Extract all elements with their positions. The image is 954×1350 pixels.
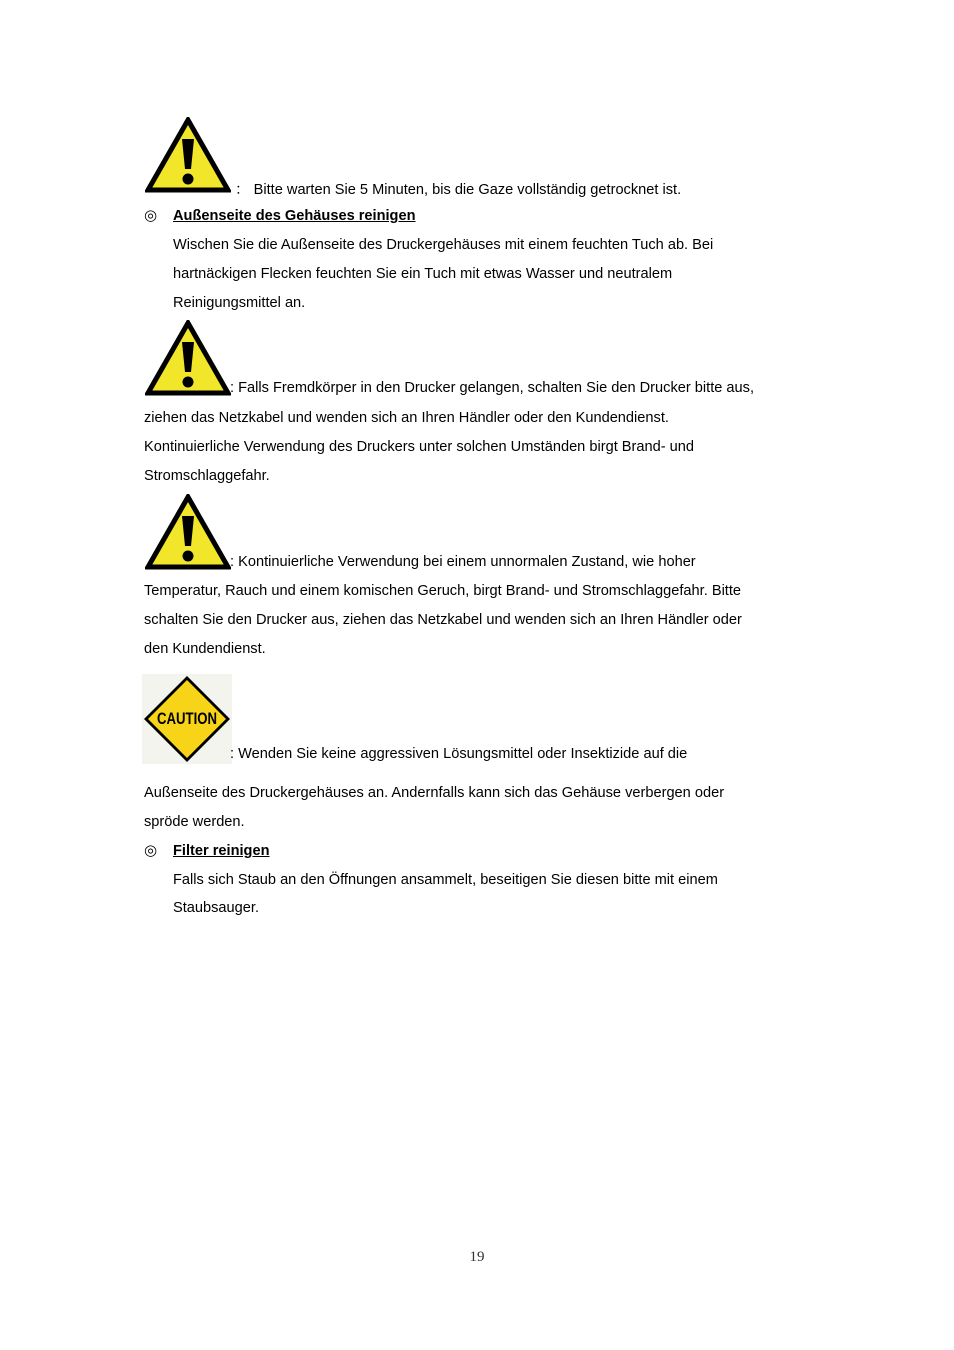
paragraph-line: Stromschlaggefahr. bbox=[144, 468, 270, 484]
warning-triangle-icon bbox=[145, 117, 231, 193]
paragraph-line: Wischen Sie die Außenseite des Druckergehäuses mit einem feuchten Tuch ab. Bei bbox=[173, 237, 714, 253]
caution-diamond-icon bbox=[142, 674, 232, 764]
paragraph-line: den Kundendienst. bbox=[144, 641, 266, 657]
section-bullet: ◎ bbox=[144, 207, 158, 224]
warning-foreign-objects-text: : Falls Fremdkörper in den Drucker gelangen, schalten Sie den Drucker bitte aus, bbox=[230, 380, 755, 396]
paragraph-line: ziehen das Netzkabel und wenden sich an Ihren Händler oder den Kundendienst. bbox=[144, 410, 669, 426]
paragraph-line: Falls sich Staub an den Öffnungen ansammelt, beseitigen Sie diesen bitte mit einem bbox=[173, 872, 718, 888]
warning-abnormal-text: : Kontinuierliche Verwendung bei einem unnormalen Zustand, wie hoher bbox=[230, 554, 696, 570]
paragraph-line: Außenseite des Druckergehäuses an. Andernfalls kann sich das Gehäuse verbergen oder bbox=[144, 785, 725, 801]
warning-triangle-icon bbox=[145, 320, 231, 396]
paragraph-line: spröde werden. bbox=[144, 814, 245, 830]
caution-label: CAUTION bbox=[157, 709, 217, 728]
paragraph-line: Kontinuierliche Verwendung des Druckers unter solchen Umständen birgt Brand- und bbox=[144, 439, 695, 455]
caution-solvents-text: : Wenden Sie keine aggressiven Lösungsmittel oder Insektizide auf die bbox=[230, 746, 688, 762]
paragraph-line: Temperatur, Rauch und einem komischen Geruch, birgt Brand- und Stromschlaggefahr. Bitte bbox=[144, 583, 742, 599]
section-heading-filter: Filter reinigen bbox=[173, 843, 270, 859]
warning-triangle-icon bbox=[145, 494, 231, 570]
page-number: 19 bbox=[469, 1249, 485, 1265]
section-bullet: ◎ bbox=[144, 842, 158, 859]
paragraph-line: hartnäckigen Flecken feuchten Sie ein Tuch mit etwas Wasser und neutralem bbox=[173, 266, 673, 282]
paragraph-line: Staubsauger. bbox=[173, 900, 260, 916]
section-heading-exterior: Außenseite des Gehäuses reinigen bbox=[173, 208, 416, 224]
paragraph-line: Reinigungsmittel an. bbox=[173, 295, 306, 311]
paragraph-line: schalten Sie den Drucker aus, ziehen das Netzkabel und wenden sich an Ihren Händler oder bbox=[144, 612, 742, 628]
warning-dry-text: ： Bitte warten Sie 5 Minuten, bis die Gaze vollständig getrocknet ist. bbox=[235, 182, 682, 198]
